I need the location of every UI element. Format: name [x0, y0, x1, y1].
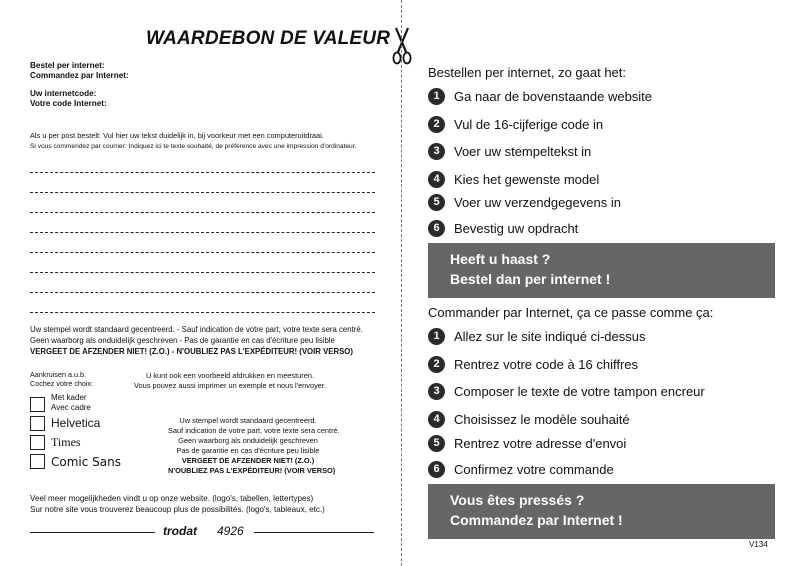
- text-line[interactable]: [30, 272, 375, 273]
- nl-step-4: 4 Kies het gewenste model: [428, 169, 599, 189]
- step-number: 3: [428, 383, 445, 400]
- text-line[interactable]: [30, 252, 375, 253]
- standard-notice: Uw stempel wordt standaard gecentreerd. - Sauf indication de votre part, votre texte sera centré. Geen waarborg als onduidelijk geschreven - Pas de garantie en cas d'écriture peu lisible VERGEET DE AFZENDER NIET! (Z.O.) - N'OUBLIEZ PAS L'EXPÉDITEUR! (VOIR VERSO): [30, 325, 363, 356]
- fr-step-1: 1 Allez sur le site indiqué ci-dessus: [428, 326, 645, 346]
- scissors-icon: [391, 26, 413, 66]
- step-number: 1: [428, 88, 445, 105]
- text-line[interactable]: [30, 212, 375, 213]
- footer-line-left: [30, 532, 155, 533]
- helvetica-checkbox[interactable]: [30, 416, 45, 431]
- text-line[interactable]: [30, 172, 375, 173]
- nl-heading: Bestellen per internet, zo gaat het:: [428, 65, 627, 80]
- step-number: 6: [428, 220, 445, 237]
- step-number: 4: [428, 411, 445, 428]
- cut-line: [401, 0, 402, 566]
- fr-hurry-banner: Vous êtes pressés ? Commandez par Internet !: [428, 484, 775, 539]
- trodat-logo: trodat: [163, 524, 197, 538]
- step-number: 3: [428, 143, 445, 160]
- choose-label: Aankruisen a.u.b. Cochez votre choix:: [30, 370, 94, 388]
- footer-line-right: [254, 532, 374, 533]
- mail-instructions-nl: Als u per post bestelt: Vul hier uw tekst duidelijk in, bij voorkeur met een computeruitdraai.: [30, 131, 324, 140]
- form-code: V134: [749, 540, 768, 549]
- fr-step-2: 2 Rentrez votre code à 16 chiffres: [428, 354, 638, 374]
- nl-step-3: 3 Voer uw stempeltekst in: [428, 141, 591, 161]
- times-checkbox-label: Times: [51, 435, 81, 449]
- model-number: 4926: [217, 524, 244, 538]
- fr-step-4: 4 Choisissez le modèle souhaité: [428, 409, 630, 429]
- comic-sans-checkbox[interactable]: [30, 454, 45, 469]
- internet-code-label: Uw internetcode: Votre code Internet:: [30, 89, 107, 108]
- times-checkbox[interactable]: [30, 435, 45, 450]
- fr-step-5: 5 Rentrez votre adresse d'envoi: [428, 433, 626, 453]
- step-number: 2: [428, 116, 445, 133]
- nl-step-1: 1 Ga naar de bovenstaande website: [428, 86, 652, 106]
- step-number: 4: [428, 171, 445, 188]
- frame-checkbox[interactable]: [30, 397, 45, 412]
- frame-checkbox-label: Met kader Avec cadre: [51, 393, 91, 412]
- centered-notice: Uw stempel wordt standaard gecentreerd. Sauf indication de votre part, votre texte sera centré. Geen waarborg als onduidelijk geschreven Pas de garantie en cas d'écriture peu lisible VERGEET DE AFZENDER NIET! (Z.O.) N'OUBLIEZ PAS L'EXPÉDITEUR! (VOIR VERSO): [168, 416, 340, 475]
- step-number: 1: [428, 328, 445, 345]
- nl-step-2: 2 Vul de 16-cijferige code in: [428, 114, 603, 134]
- text-line[interactable]: [30, 232, 375, 233]
- comic-sans-checkbox-label: Comic Sans: [51, 455, 121, 469]
- mail-instructions-fr: Si vous commendez par courrier: Indiquez ici te texte souhaité, de préférence avec une impression d'ordinateur.: [30, 143, 357, 150]
- text-line[interactable]: [30, 192, 375, 193]
- text-line[interactable]: [30, 292, 375, 293]
- fr-heading: Commander par Internet, ça ce passe comme ça:: [428, 305, 714, 320]
- text-line[interactable]: [30, 312, 375, 313]
- example-note: U kunt ook een voorbeeld afdrukken en meesturen. Vous pouvez aussi imprimer un exemple et nous l'envoyer.: [133, 371, 327, 390]
- nl-hurry-banner: Heeft u haast ? Bestel dan per internet !: [428, 243, 775, 298]
- fr-step-6: 6 Confirmez votre commande: [428, 459, 614, 479]
- fr-step-3: 3 Composer le texte de votre tampon encreur: [428, 381, 705, 401]
- helvetica-checkbox-label: Helvetica: [51, 416, 101, 430]
- nl-step-6: 6 Bevestig uw opdracht: [428, 218, 578, 238]
- step-number: 2: [428, 356, 445, 373]
- voucher-title: WAARDEBON DE VALEUR: [146, 28, 391, 49]
- nl-step-5: 5 Voer uw verzendgegevens in: [428, 192, 621, 212]
- step-number: 5: [428, 435, 445, 452]
- step-number: 6: [428, 461, 445, 478]
- order-internet-label: Bestel per internet: Commandez par Internet:: [30, 61, 129, 80]
- website-note: Veel meer mogelijkheden vindt u op onze website. (logo's, tabellen, lettertypes) Sur notre site vous trouverez beaucoup plus de possibilités. (logo's, tableaux, etc.): [30, 494, 325, 514]
- step-number: 5: [428, 194, 445, 211]
